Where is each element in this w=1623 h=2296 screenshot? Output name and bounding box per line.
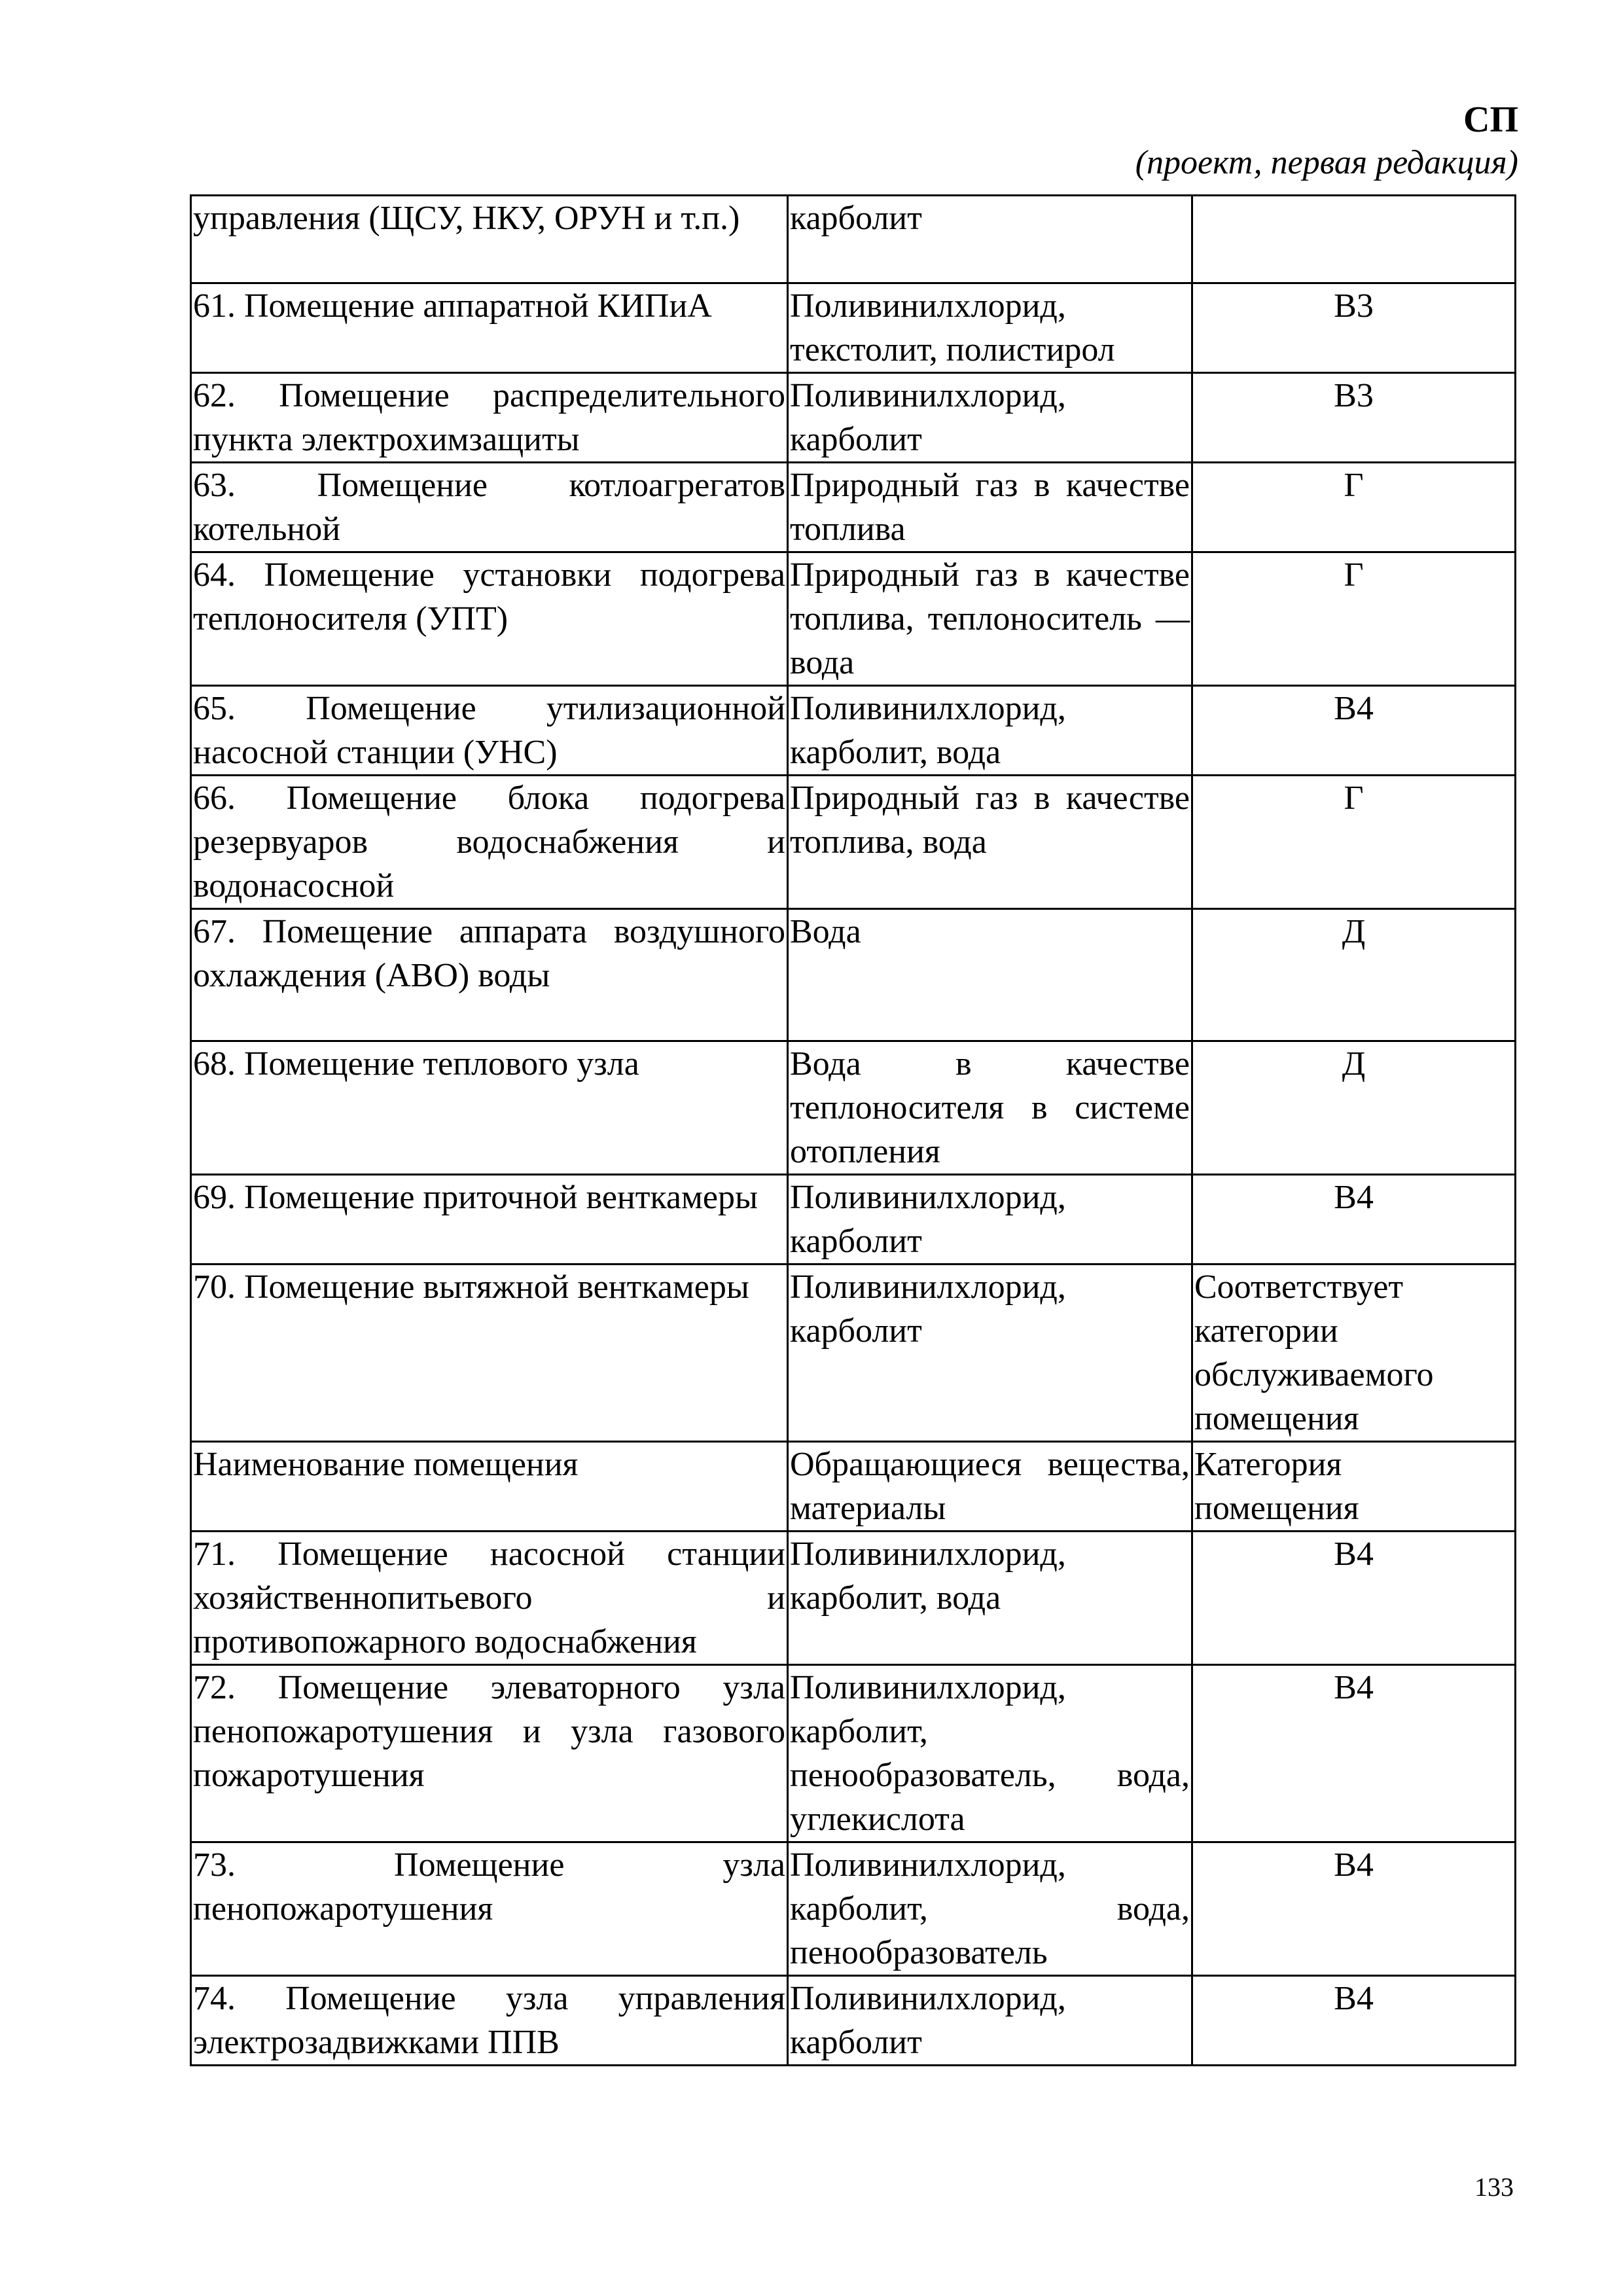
substances-cell: Поливинилхлорид, текстолит, полистирол (788, 283, 1192, 373)
category-cell: Г (1192, 552, 1516, 686)
table-row (191, 1041, 1516, 1175)
category-cell (1192, 196, 1516, 283)
category-cell: Д (1192, 909, 1516, 1041)
edition-note: (проект, первая редакция) (1135, 144, 1518, 181)
table-row (191, 1842, 1516, 1976)
room-name-cell: 72. Помещение элеваторного узла пенопожаротушения и узла газового пожаротушения (191, 1665, 788, 1842)
table-row (191, 1665, 1516, 1842)
header-substances: Обращающиеся вещества, материалы (788, 1442, 1192, 1532)
table-row (191, 373, 1516, 463)
room-name-cell: 66. Помещение блока подогрева резервуаров водоснабжения и водонасосной (191, 776, 788, 909)
room-name-cell: управления (ЩСУ, НКУ, ОРУН и т.п.) (191, 196, 788, 283)
category-cell: В3 (1192, 373, 1516, 463)
room-name-cell: 64. Помещение установки подогрева теплоносителя (УПТ) (191, 552, 788, 686)
category-cell: В4 (1192, 1175, 1516, 1265)
category-cell: Соответствует категории обслуживаемого помещения (1192, 1265, 1516, 1442)
room-name-cell: 62. Помещение распределительного пункта электрохимзащиты (191, 373, 788, 463)
substances-cell: Поливинилхлорид, карболит (788, 373, 1192, 463)
document-code: СП (1463, 99, 1518, 140)
room-category-table (190, 194, 1516, 2066)
substances-cell: Поливинилхлорид, карболит, вода (788, 1532, 1192, 1665)
table-row (191, 1175, 1516, 1265)
room-name-cell: 63. Помещение котлоагрегатов котельной (191, 463, 788, 552)
substances-cell: Поливинилхлорид, карболит, вода (788, 686, 1192, 776)
page-number: 133 (1474, 2172, 1514, 2202)
table-row (191, 909, 1516, 1041)
room-name-cell: 69. Помещение приточной венткамеры (191, 1175, 788, 1265)
category-cell: В4 (1192, 1532, 1516, 1665)
substances-cell: Поливинилхлорид, карболит, вода, пенообразователь (788, 1842, 1192, 1976)
substances-cell: Природный газ в качестве топлива (788, 463, 1192, 552)
room-name-cell: 71. Помещение насосной станции хозяйственнопитьевого и противопожарного водоснабжения (191, 1532, 788, 1665)
table-row (191, 1265, 1516, 1442)
category-cell: В4 (1192, 686, 1516, 776)
header-category: Категория помещения (1192, 1442, 1516, 1532)
table-row (191, 463, 1516, 552)
category-cell: Д (1192, 1041, 1516, 1175)
table-row (191, 686, 1516, 776)
substances-cell: Природный газ в качестве топлива, вода (788, 776, 1192, 909)
substances-cell: Поливинилхлорид, карболит (788, 1175, 1192, 1265)
room-name-cell: 70. Помещение вытяжной венткамеры (191, 1265, 788, 1442)
room-name-cell: 65. Помещение утилизационной насосной станции (УНС) (191, 686, 788, 776)
table-row (191, 1976, 1516, 2066)
table-row (191, 552, 1516, 686)
category-cell: Г (1192, 776, 1516, 909)
room-name-cell: 74. Помещение узла управления электрозадвижками ППВ (191, 1976, 788, 2066)
table-row (191, 776, 1516, 909)
substances-cell: Вода в качестве теплоносителя в системе отопления (788, 1041, 1192, 1175)
header-room-name: Наименование помещения (191, 1442, 788, 1532)
room-name-cell: 73. Помещение узла пенопожаротушения (191, 1842, 788, 1976)
table-row (191, 1532, 1516, 1665)
category-cell: В4 (1192, 1665, 1516, 1842)
category-cell: Г (1192, 463, 1516, 552)
room-name-cell: 68. Помещение теплового узла (191, 1041, 788, 1175)
substances-cell: Вода (788, 909, 1192, 1041)
substances-cell: Природный газ в качестве топлива, теплоноситель — вода (788, 552, 1192, 686)
category-cell: В3 (1192, 283, 1516, 373)
room-name-cell: 61. Помещение аппаратной КИПиА (191, 283, 788, 373)
table-row (191, 283, 1516, 373)
category-cell: В4 (1192, 1976, 1516, 2066)
substances-cell: карболит (788, 196, 1192, 283)
category-cell: В4 (1192, 1842, 1516, 1976)
substances-cell: Поливинилхлорид, карболит (788, 1976, 1192, 2066)
document-header (1135, 98, 1518, 185)
substances-cell: Поливинилхлорид, карболит, пенообразователь, вода, углекислота (788, 1665, 1192, 1842)
table-row (191, 196, 1516, 283)
repeated-header-row (191, 1442, 1516, 1532)
substances-cell: Поливинилхлорид, карболит (788, 1265, 1192, 1442)
room-name-cell: 67. Помещение аппарата воздушного охлаждения (АВО) воды (191, 909, 788, 1041)
